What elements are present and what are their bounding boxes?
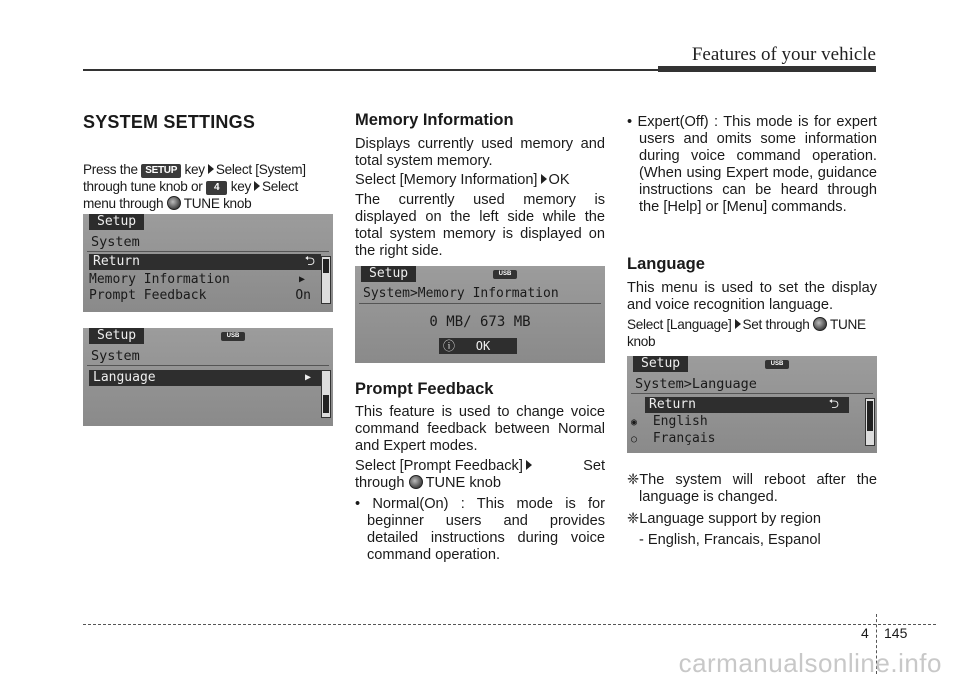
memory-value: 0 MB/ 673 MB — [429, 314, 531, 330]
usb-icon: USB — [765, 360, 789, 369]
return-icon: ⮌ — [828, 397, 839, 412]
normal-mode-bullet: • Normal(On) : This mode is for beginner users and provides detailed instructions during voice command operation. — [355, 496, 605, 563]
memory-information-heading: Memory Information — [355, 111, 514, 129]
scrollbar[interactable] — [865, 398, 875, 446]
language-paragraph-1: This menu is used to set the display and voice recognition language. — [627, 280, 877, 313]
header-rule-bar — [658, 66, 876, 72]
intro-line-2: through tune knob or 4 key Select — [83, 179, 298, 194]
language-option-francais[interactable]: ○ Français — [631, 431, 716, 446]
scrollbar-thumb[interactable] — [323, 259, 329, 273]
memory-paragraph-1: Displays currently used memory and total system memory. — [355, 136, 605, 169]
prompt-feedback-paragraph-2: Select [Prompt Feedback] Set through TUNE knob — [355, 458, 605, 491]
setup-key-icon: SETUP — [141, 164, 181, 178]
tune-knob-icon — [409, 475, 423, 489]
arrow-right-icon — [735, 319, 741, 329]
arrow-right-icon — [208, 164, 214, 174]
note-language-list: - English, Francais, Espanol — [639, 532, 821, 548]
language-paragraph-2: Select [Language] Set through TUNE knob — [627, 317, 866, 349]
arrow-right-icon: ▶ — [298, 274, 305, 285]
screen-divider — [359, 303, 601, 304]
prompt-feedback-heading: Prompt Feedback — [355, 380, 494, 398]
section-heading: SYSTEM SETTINGS — [83, 112, 256, 132]
menu-row-memory-information[interactable]: Memory Information ▶ — [89, 272, 305, 287]
usb-icon: USB — [221, 332, 245, 341]
tune-knob-icon — [167, 196, 181, 210]
running-header: Features of your vehicle — [691, 44, 876, 65]
arrow-right-icon — [526, 460, 532, 470]
scrollbar[interactable] — [321, 256, 331, 304]
page-number: 145 — [884, 625, 908, 641]
footer-rule — [83, 624, 936, 625]
radio-unselected-icon: ○ — [631, 434, 638, 445]
key-4-icon: 4 — [206, 181, 227, 195]
setup-language-screen — [83, 328, 333, 426]
memory-paragraph-3: The currently used memory is displayed on the left side while the total system memory is displayed on the right side. — [355, 192, 605, 259]
screen-divider — [87, 251, 329, 252]
menu-row-language[interactable]: Language ▶ — [89, 370, 321, 386]
menu-row-prompt-feedback[interactable]: Prompt Feedback On — [89, 288, 311, 303]
screen-title: System>Language — [635, 376, 757, 392]
menu-row-return[interactable]: Return ⮌ — [89, 254, 321, 270]
watermark: carmanualsonline.info — [678, 648, 942, 678]
scrollbar-thumb[interactable] — [323, 395, 329, 413]
prompt-feedback-paragraph-1: This feature is used to change voice command feedback between Normal and Expert modes. — [355, 404, 605, 454]
note-reboot: ❈The system will reboot after the language is changed. — [627, 472, 877, 505]
menu-row-return[interactable]: Return ⮌ — [645, 397, 849, 413]
return-icon: ⮌ — [304, 254, 315, 269]
ok-button[interactable]: ⓘ OK — [439, 338, 517, 354]
language-screen — [627, 356, 877, 453]
setup-tab: Setup — [89, 214, 144, 230]
intro-line-1: Press the SETUP key Select [System] — [83, 162, 306, 177]
setup-tab: Setup — [633, 356, 688, 372]
intro-line-3: menu through TUNE knob — [83, 196, 252, 211]
expert-mode-bullet: • Expert(Off) : This mode is for expert users and omits some information during voice command operation. (When using Expert mode, guidance instructions can be heard through the [Help] or [Menu] commands. — [627, 114, 877, 215]
arrow-right-icon — [254, 181, 260, 191]
arrow-right-icon: ▶ — [304, 372, 311, 383]
arrow-right-icon — [541, 174, 547, 184]
radio-selected-icon: ◉ — [631, 417, 638, 428]
screen-title: System>Memory Information — [363, 286, 559, 301]
memory-information-screen — [355, 266, 605, 363]
tune-knob-icon — [813, 317, 827, 331]
setup-system-screen — [83, 214, 333, 312]
setup-tab: Setup — [361, 266, 416, 282]
screen-divider — [87, 365, 329, 366]
screen-title: System — [91, 234, 140, 250]
screen-title: System — [91, 348, 140, 364]
usb-icon: USB — [493, 270, 517, 279]
setup-tab: Setup — [89, 328, 144, 344]
chapter-number: 4 — [861, 625, 869, 641]
info-icon: ⓘ — [443, 339, 456, 353]
language-heading: Language — [627, 255, 705, 273]
memory-paragraph-2: Select [Memory Information] OK — [355, 172, 570, 188]
note-language-support: ❈Language support by region — [627, 511, 821, 527]
scrollbar-thumb[interactable] — [867, 401, 873, 431]
screen-divider — [631, 393, 873, 394]
language-option-english[interactable]: ◉ English — [631, 414, 708, 429]
scrollbar[interactable] — [321, 370, 331, 418]
